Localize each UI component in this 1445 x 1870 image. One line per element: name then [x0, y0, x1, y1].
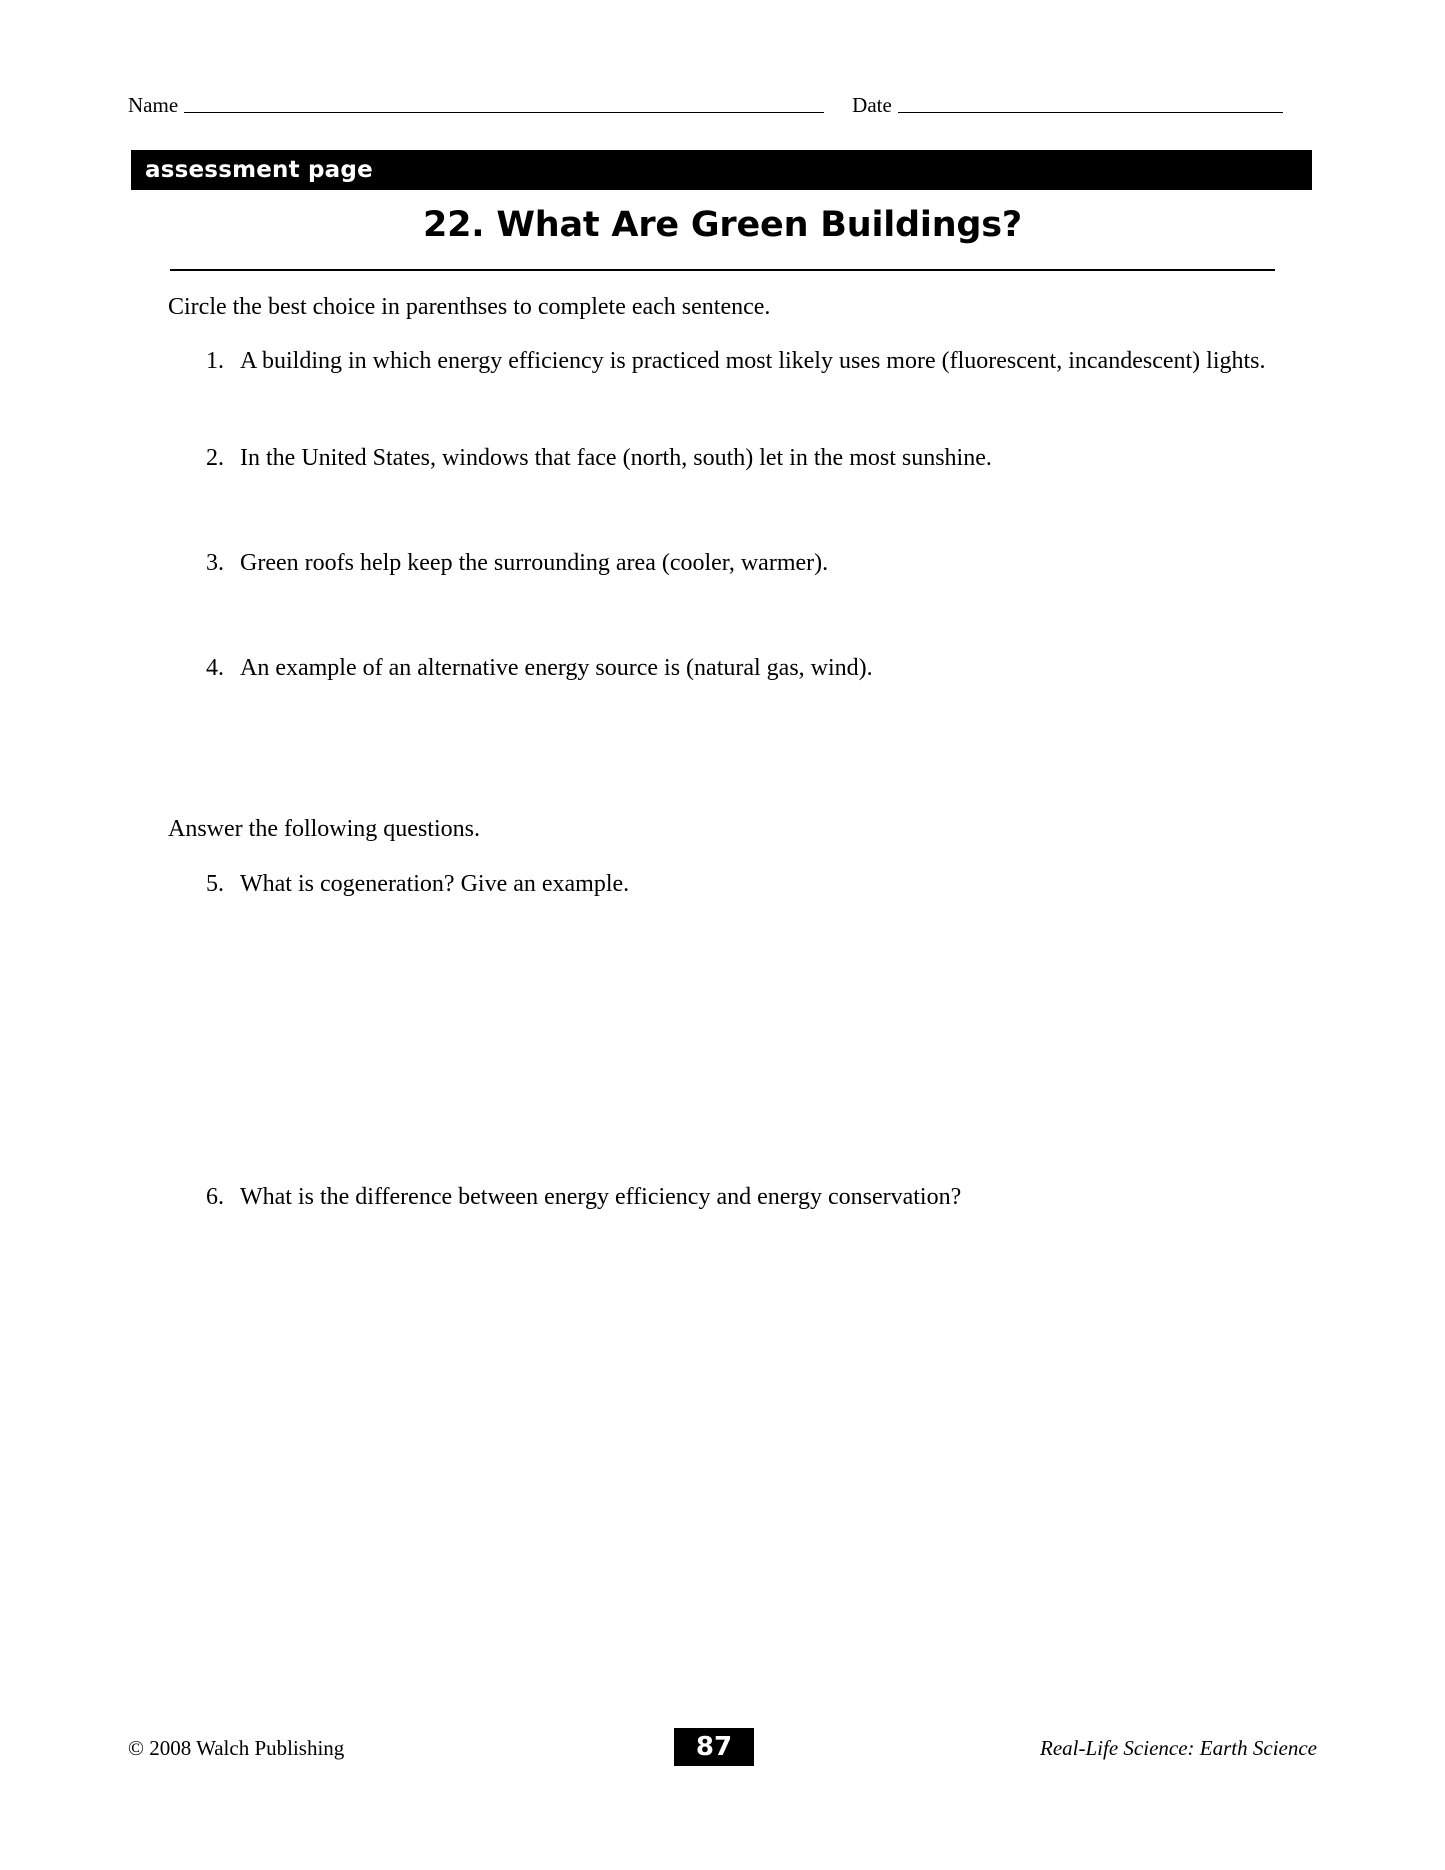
question-text: Green roofs help keep the surrounding area (cooler, warmer).: [240, 550, 829, 577]
book-title: Real-Life Science: Earth Science: [1040, 1736, 1317, 1760]
question-number: 5.: [206, 871, 224, 897]
question-text: An example of an alternative energy source is (natural gas, wind).: [240, 655, 873, 682]
instructions-circle-choice: Circle the best choice in parenthses to complete each sentence.: [168, 294, 771, 320]
name-date-row: [128, 95, 1313, 116]
question-list-open-response: [168, 868, 1278, 1214]
question-text: What is the difference between energy efficiency and energy conservation?: [240, 1184, 962, 1211]
list-item: [168, 345, 1278, 378]
question-text: What is cogeneration? Give an example.: [240, 871, 630, 897]
question-number: 1.: [206, 348, 224, 374]
question-text: A building in which energy efficiency is practiced most likely uses more (fluorescent, incandescent) lights.: [240, 348, 1266, 374]
title-divider: [170, 269, 1275, 271]
assessment-page-banner: [131, 150, 1312, 190]
name-label: Name: [128, 93, 179, 117]
page-number-badge: 87: [674, 1728, 754, 1766]
question-number: 6.: [206, 1184, 224, 1211]
list-item: [168, 442, 1278, 475]
name-write-line[interactable]: [184, 111, 824, 113]
list-item: [168, 652, 1278, 685]
date-label: Date: [852, 93, 892, 117]
date-write-line[interactable]: [898, 111, 1283, 113]
instructions-answer-questions: Answer the following questions.: [168, 816, 480, 842]
question-number: 3.: [206, 550, 224, 577]
list-item: [168, 868, 1278, 901]
page-title: 22. What Are Green Buildings?: [422, 205, 1023, 245]
list-item: [168, 1181, 1278, 1214]
question-text: In the United States, windows that face (north, south) let in the most sunshine.: [240, 445, 992, 472]
question-number: 4.: [206, 655, 224, 682]
question-number: 2.: [206, 445, 224, 472]
list-item: [168, 547, 1278, 580]
copyright-notice: © 2008 Walch Publishing: [128, 1736, 345, 1760]
question-list-circle-choice: [168, 345, 1278, 685]
assessment-page-banner-label: assessment page: [145, 157, 373, 183]
